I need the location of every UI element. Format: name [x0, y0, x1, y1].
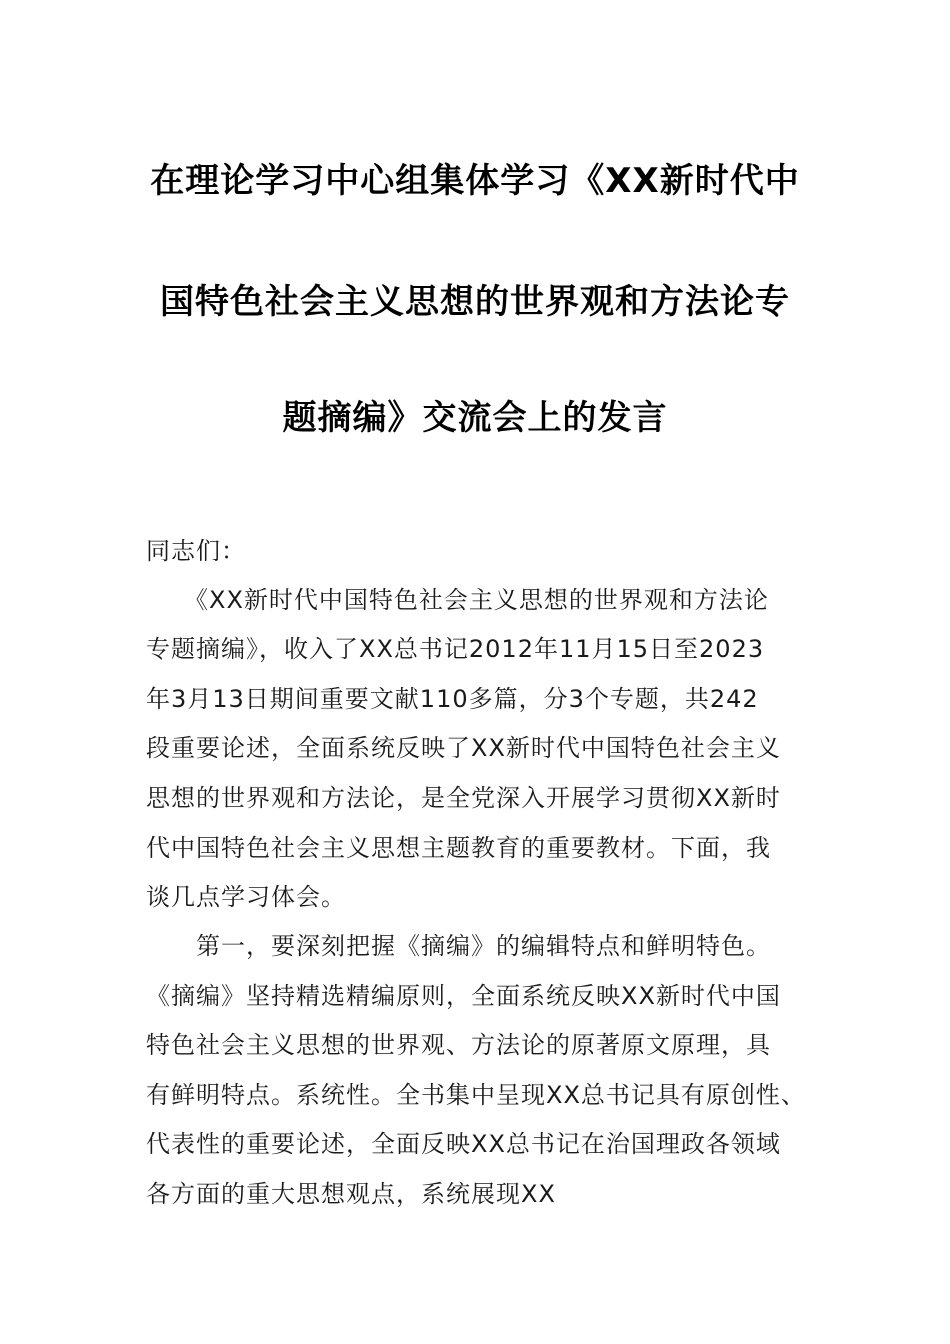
document-title-line-3: 题摘编》交流会上的发言	[282, 398, 668, 438]
body-line: 年3月13日期间重要文献110多篇，分3个专题，共242	[146, 685, 759, 713]
body-line: 第一，要深刻把握《摘编》的编辑特点和鲜明特色。	[146, 932, 771, 960]
body-line: 有鲜明特点。系统性。全书集中呈现XX总书记具有原创性、	[146, 1081, 806, 1109]
body-line: 《XX新时代中国特色社会主义思想的世界观和方法论	[146, 586, 769, 614]
salutation: 同志们：	[146, 537, 246, 565]
body-line: 段重要论述，全面系统反映了XX新时代中国特色社会主义	[146, 734, 781, 762]
document-title-line-1: 在理论学习中心组集体学习《XX新时代中	[150, 161, 800, 201]
body-line: 思想的世界观和方法论，是全党深入开展学习贯彻XX新时	[146, 784, 781, 812]
body-line: 谈几点学习体会。	[146, 883, 346, 911]
body-line: 《摘编》坚持精选精编原则，全面系统反映XX新时代中国	[146, 982, 781, 1010]
body-line: 特色社会主义思想的世界观、方法论的原著原文原理，具	[146, 1031, 771, 1059]
body-line: 专题摘编》，收入了XX总书记2012年11月15日至2023	[146, 635, 765, 663]
body-line: 代表性的重要论述，全面反映XX总书记在治国理政各领域	[146, 1130, 781, 1158]
document-title-line-2: 国特色社会主义思想的世界观和方法论专	[160, 282, 790, 322]
body-line: 代中国特色社会主义思想主题教育的重要教材。下面，我	[146, 834, 771, 862]
body-line: 各方面的重大思想观点，系统展现XX	[146, 1180, 556, 1208]
